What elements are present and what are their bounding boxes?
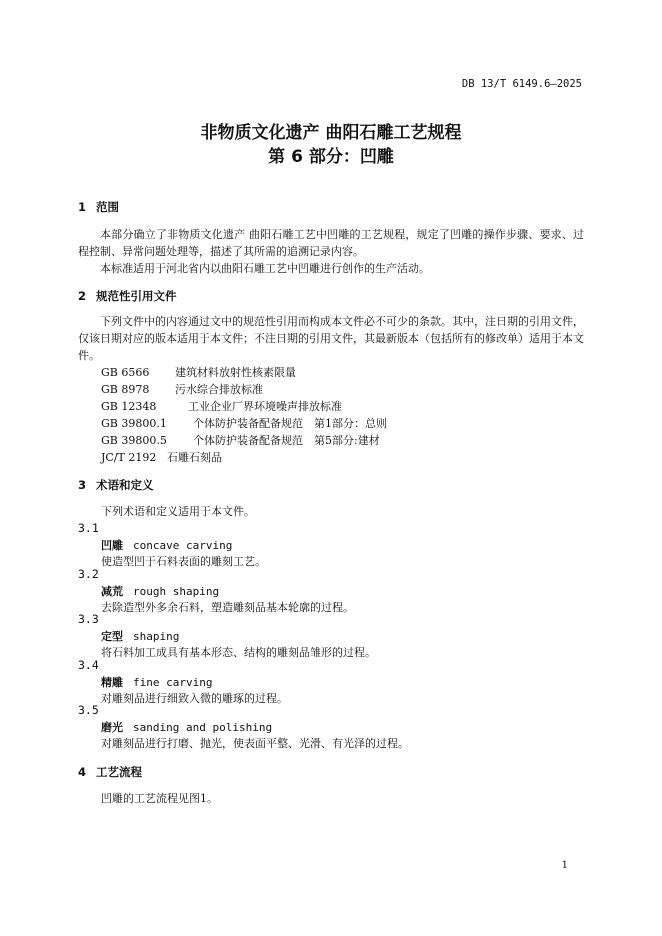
reference-title: 个体防护装备配备规范 第1部分：总则: [193, 417, 387, 430]
section-number: 3: [78, 478, 87, 492]
section-title: 术语和定义: [96, 478, 154, 492]
reference-code: GB 39800.1: [101, 417, 167, 430]
section-title: 规范性引用文件: [96, 289, 177, 303]
reference-title: 污水综合排放标准: [175, 383, 263, 396]
term-chinese: 凹雕: [101, 539, 123, 552]
section-1-paragraph-1: 本部分确立了非物质文化遗产 曲阳石雕工艺中凹雕的工艺规程，规定了凹雕的操作步骤、要求、过程控制、异常问题处理等，描述了其所需的追溯记录内容。: [78, 228, 584, 258]
reference-item: [101, 415, 387, 431]
term-chinese: 定型: [101, 630, 123, 643]
standard-number: DB 13/T 6149.6—2025: [461, 78, 582, 90]
term-entry: [101, 583, 219, 599]
section-number: 4: [78, 765, 87, 779]
term-definition: 使造型凹于石料表面的雕刻工艺。: [101, 555, 266, 568]
document-title: 非物质文化遗产 曲阳石雕工艺规程: [200, 123, 462, 143]
reference-item: [101, 449, 222, 465]
term-chinese: 减荒: [101, 585, 123, 598]
section-number: 2: [78, 289, 87, 303]
section-1-heading: [78, 199, 119, 215]
term-number: 3.5: [78, 703, 99, 717]
term-number: 3.2: [78, 567, 99, 581]
term-entry: [101, 674, 212, 690]
section-title: 工艺流程: [96, 765, 142, 779]
page-number: 1: [561, 860, 568, 871]
section-2-heading: [78, 288, 177, 304]
section-4-paragraph-1: 凹雕的工艺流程见图1。: [101, 792, 218, 805]
term-english: shaping: [133, 630, 180, 643]
term-english: concave carving: [133, 539, 233, 552]
section-2-paragraph-1: 下列文件中的内容通过文中的规范性引用而构成本文件必不可少的条款。其中，注日期的引用文件，仅该日期对应的版本适用于本文件；不注日期的引用文件，其最新版本（包括所有的修改单）适用于本文件。: [78, 315, 584, 362]
section-3-intro: 下列术语和定义适用于本文件。: [101, 505, 255, 518]
section-title: 范围: [96, 200, 119, 214]
term-number: 3.1: [78, 521, 99, 535]
term-english: sanding and polishing: [133, 721, 273, 734]
reference-code: GB 12348: [101, 400, 157, 413]
reference-code: GB 6566: [101, 366, 150, 379]
term-number: 3.4: [78, 658, 99, 672]
term-english: fine carving: [133, 676, 213, 689]
reference-item: [101, 398, 342, 414]
document-subtitle: 第 6 部分：凹雕: [268, 147, 394, 167]
term-definition: 将石料加工成具有基本形态、结构的雕刻品雏形的过程。: [101, 646, 376, 659]
reference-title: 工业企业厂界环境噪声排放标准: [188, 400, 342, 413]
term-chinese: 精雕: [101, 676, 123, 689]
term-definition: 对雕刻品进行打磨、抛光，使表面平整、光滑、有光泽的过程。: [101, 737, 409, 750]
section-4-heading: [78, 764, 142, 780]
term-definition: 去除造型外多余石料，塑造雕刻品基本轮廓的过程。: [101, 601, 354, 614]
term-english: rough shaping: [133, 585, 220, 598]
reference-code: GB 39800.5: [101, 434, 167, 447]
reference-item: [101, 432, 380, 448]
term-chinese: 磨光: [101, 721, 123, 734]
reference-title: 石雕石刻品: [167, 451, 222, 464]
term-number: 3.3: [78, 612, 99, 626]
reference-code: JC/T 2192: [101, 451, 157, 464]
term-definition: 对雕刻品进行细致入微的雕琢的过程。: [101, 692, 288, 705]
reference-item: [101, 364, 296, 380]
section-number: 1: [78, 200, 87, 214]
reference-item: [101, 381, 263, 397]
term-entry: [101, 537, 232, 553]
reference-title: 建筑材料放射性核素限量: [175, 366, 296, 379]
reference-code: GB 8978: [101, 383, 150, 396]
term-entry: [101, 719, 272, 735]
reference-title: 个体防护装备配备规范 第5部分:建材: [193, 434, 380, 447]
section-1-paragraph-2: 本标准适用于河北省内以曲阳石雕工艺中凹雕进行创作的生产活动。: [100, 262, 430, 275]
section-3-heading: [78, 477, 154, 493]
term-entry: [101, 628, 179, 644]
